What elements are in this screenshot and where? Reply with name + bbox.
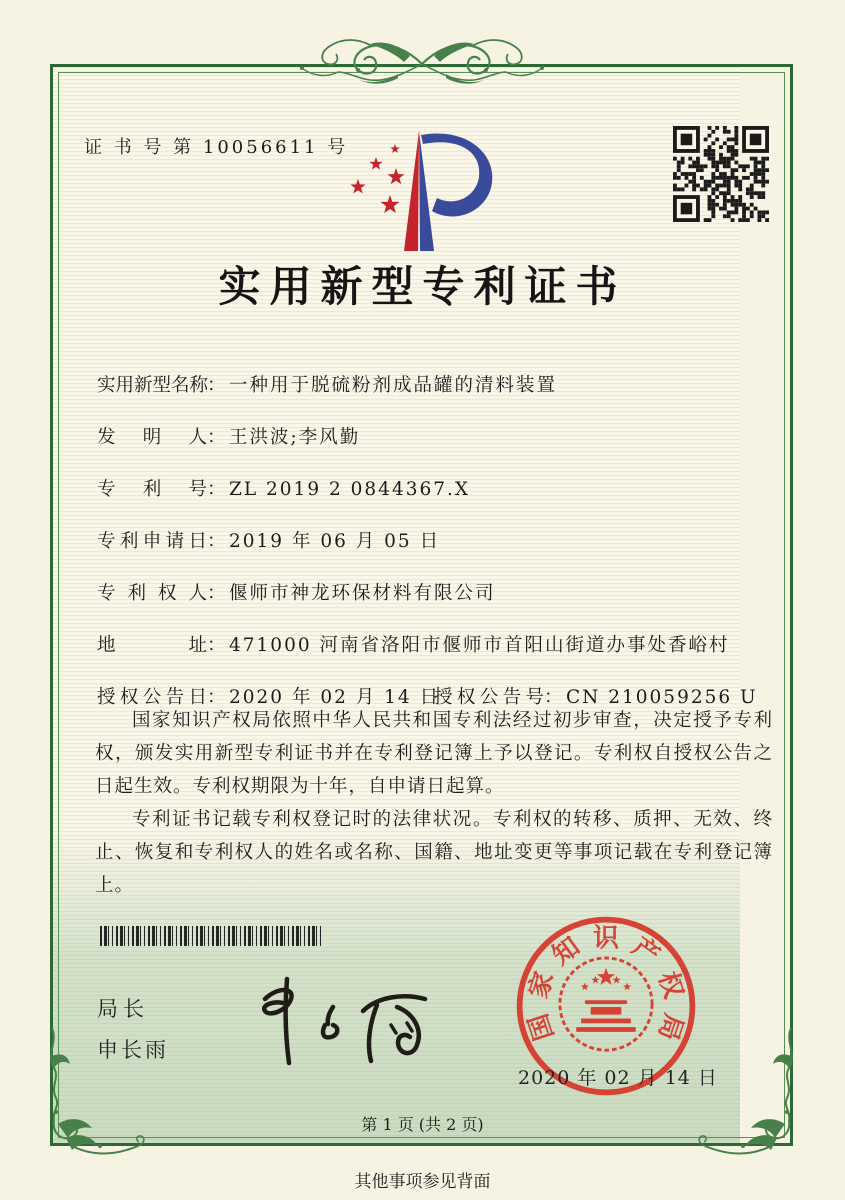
field-colon: ：: [207, 583, 226, 604]
commissioner-title: 局长: [97, 997, 149, 1021]
field-row-filing-date: [97, 527, 787, 553]
seal-date: 2020 年 02 月 14 日: [518, 1067, 718, 1089]
cnipa-logo-icon: [338, 127, 523, 257]
field-label: 地址: [97, 635, 207, 656]
field-label: 专利权人: [97, 583, 207, 604]
bottom-right-flourish-ornament-icon: [696, 1028, 801, 1163]
field-row-address: [97, 631, 787, 657]
seal-char: 局: [651, 1009, 689, 1044]
top-flourish-ornament-icon: [296, 30, 548, 102]
commissioner-name: 申长雨: [97, 1038, 169, 1062]
field-colon: ：: [207, 635, 226, 656]
field-row-patent-number: [97, 475, 787, 501]
field-row-inventor: [97, 423, 787, 449]
grant-date-value: 2020 年 02 月 14 日: [229, 687, 441, 708]
field-value: 471000 河南省洛阳市偃师市首阳山街道办事处香峪村: [229, 635, 730, 656]
page-number: 第 1 页 (共 2 页): [361, 1115, 484, 1134]
field-colon: ：: [207, 427, 226, 448]
national-emblem-icon: [560, 958, 652, 1050]
field-label: 授权公告号: [434, 687, 544, 708]
seal-char: 知: [547, 931, 586, 972]
seal-char: 国: [523, 1009, 561, 1044]
certificate-title: 实用新型专利证书: [218, 262, 627, 311]
barcode-icon: [100, 926, 322, 946]
field-label: 专利申请日: [97, 531, 207, 552]
field-label: 实用新型名称: [97, 375, 209, 396]
field-value: 2019 年 06 月 05 日: [229, 531, 441, 552]
field-value: 王洪波;李风勤: [229, 427, 361, 448]
field-colon: ：: [207, 531, 226, 552]
legal-paragraph-1: 国家知识产权局依照中华人民共和国专利法经过初步审查，决定授予专利权，颁发实用新型专利证书并在专利登记簿上予以登记。专利权自授权公告之日起生效。专利权期限为十年，自申请日起算。: [95, 710, 773, 797]
seal-char: 产: [626, 931, 665, 972]
certificate-number: 证 书 号 第 10056611 号: [84, 137, 349, 158]
grant-number-value: CN 210059256 U: [566, 687, 758, 708]
legal-paragraph-2: 专利证书记载专利权登记时的法律状况。专利权的转移、质押、无效、终止、恢复和专利权人的姓名或名称、国籍、地址变更等事项记载在专利登记簿上。: [95, 809, 773, 896]
field-value: 偃师市神龙环保材料有限公司: [229, 583, 496, 604]
field-row-patentee: [97, 579, 787, 605]
field-colon: ：: [207, 687, 226, 708]
field-label: 发明人: [97, 427, 207, 448]
field-colon: ：: [544, 687, 563, 708]
field-label: 授权公告日: [97, 687, 207, 708]
legal-text: [95, 704, 773, 902]
seal-char: 识: [593, 923, 619, 954]
seal-char: 权: [651, 968, 689, 1003]
back-note: 其他事项参见背面: [354, 1172, 491, 1192]
qr-code-icon: [673, 126, 769, 222]
field-value: ZL 2019 2 0844367.X: [229, 479, 471, 500]
field-value: 一种用于脱硫粉剂成品罐的清料装置: [229, 375, 558, 396]
field-label: 专利号: [97, 479, 207, 500]
field-row-invention-name: [97, 371, 787, 397]
seal-char: 家: [523, 968, 561, 1003]
field-colon: ：: [207, 479, 226, 500]
commissioner-signature-icon: [225, 973, 455, 1068]
field-colon: ：: [207, 375, 226, 396]
